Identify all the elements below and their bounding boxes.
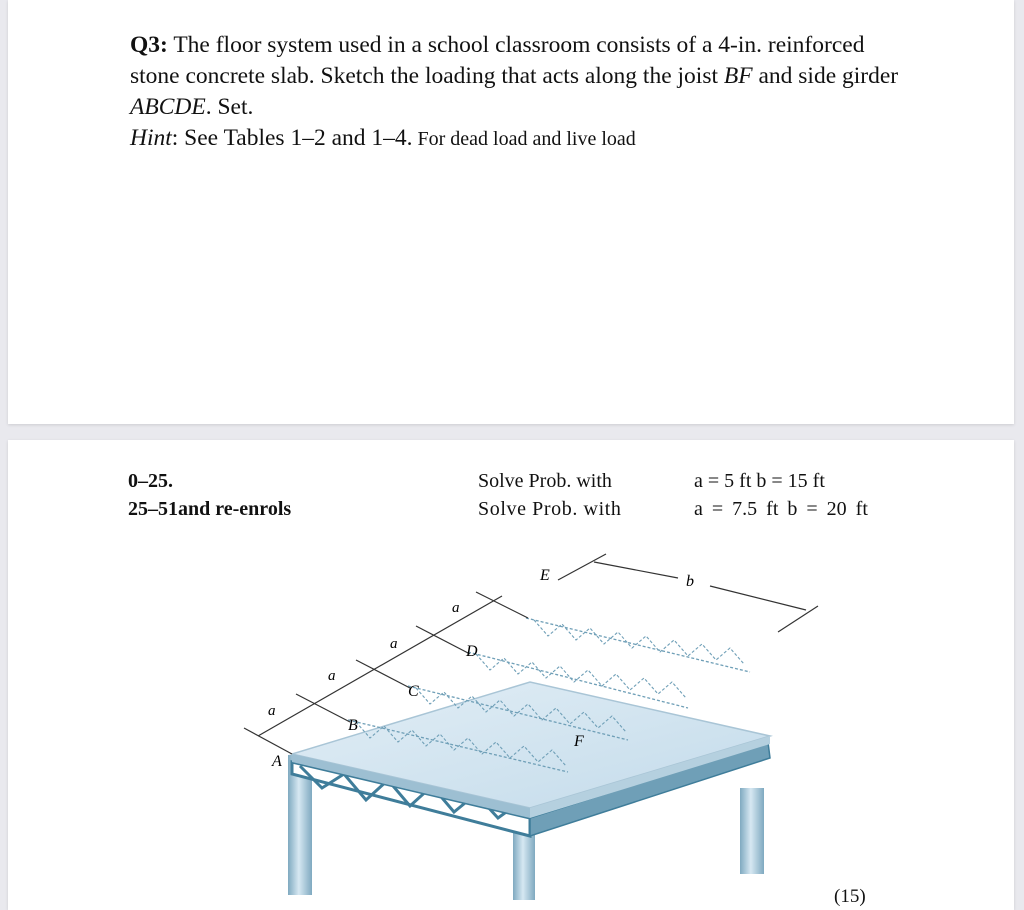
question-card (8, 0, 1014, 424)
hint-label: Hint (130, 125, 172, 151)
point-d-label: D (466, 643, 478, 660)
hint-text: : See Tables 1–2 and 1–4. (171, 125, 413, 151)
girder-label: ABCDE (130, 94, 206, 120)
problem-label-2: 25–51and re-enrols (128, 498, 292, 520)
problem-label-1: 0–25. (128, 470, 173, 492)
question-label: Q3: (130, 32, 168, 58)
point-a-label: A (272, 753, 282, 770)
floor-system-figure (230, 550, 830, 900)
point-c-label: C (408, 683, 419, 700)
question-body-c: . Set. (205, 94, 254, 120)
joist-label: BF (723, 63, 753, 89)
point-e-label: E (540, 567, 550, 584)
hint-small-text: For dead load and live load (412, 128, 636, 150)
dim-a-2: a (328, 668, 336, 684)
question-body-b: and side girder (752, 63, 899, 89)
dim-a-3: a (390, 636, 398, 652)
page-number: (15) (834, 886, 866, 907)
problem-params-2: a = 7.5 ft b = 20 ft (694, 498, 868, 520)
dim-a-1: a (268, 703, 276, 719)
column-back-right (740, 788, 764, 874)
hint-line (130, 125, 636, 151)
point-b-label: B (348, 717, 358, 734)
question-body-a: The floor system used in a school classroom consists of a 4-in. reinforced stone concrete slab. Sketch the loading that acts along the joist (130, 32, 865, 89)
dim-b: b (686, 573, 694, 590)
problem-params-1: a = 5 ft b = 15 ft (694, 470, 825, 492)
dim-a-4: a (452, 600, 460, 616)
question-text (130, 30, 900, 155)
problem-card (8, 440, 1014, 910)
problem-solve-2: Solve Prob. with (478, 498, 622, 520)
problem-solve-1: Solve Prob. with (478, 470, 612, 492)
point-f-label: F (574, 733, 584, 750)
